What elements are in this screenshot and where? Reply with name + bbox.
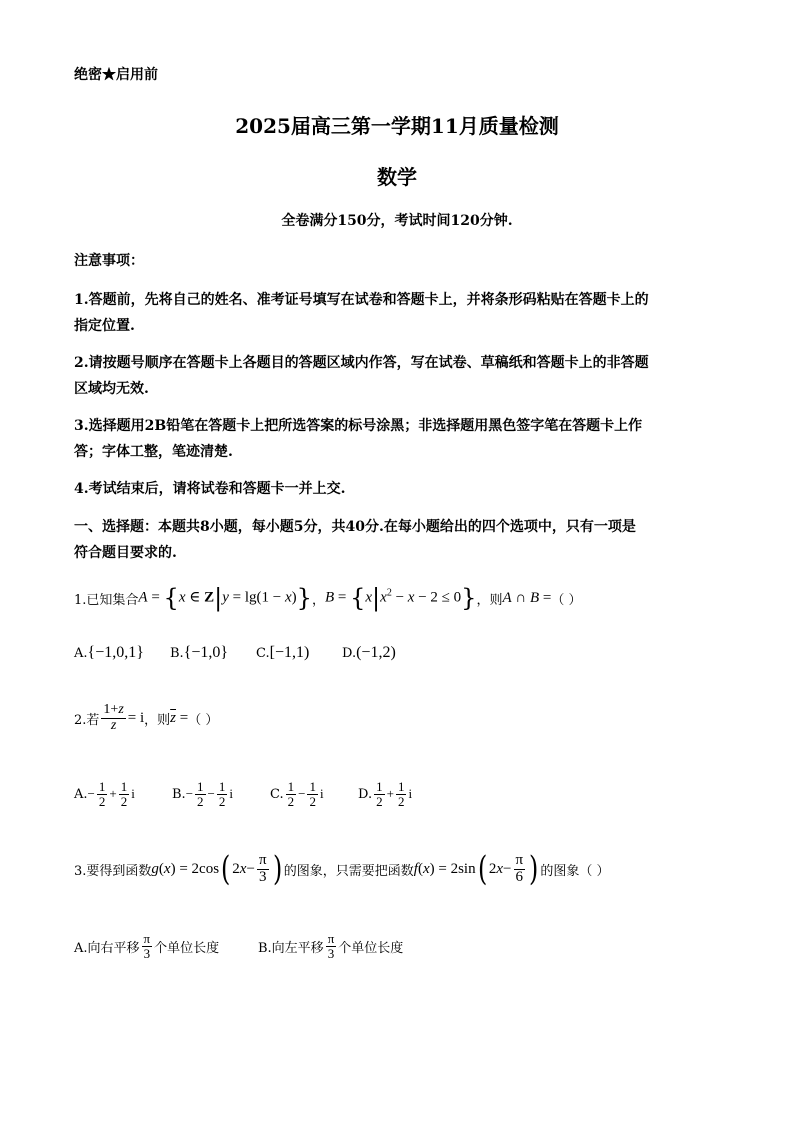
q2-then: ，则 (144, 712, 171, 728)
note-1-line-1: 1.答题前，先将自己的姓名、准考证号填写在试卷和答题卡上，并将条形码粘贴在答题卡上的 (74, 292, 649, 308)
note-2-line-1: 2.请按题号顺序在答题卡上各题目的答题区域内作答，写在试卷、草稿纸和答题卡上的非答题 (74, 355, 649, 371)
q2-option-d-label: D. (358, 786, 373, 802)
q1-option-a-label: A. (74, 646, 88, 661)
q2-option-a-label: A. (74, 786, 88, 802)
q1-option-d-value: (−1,2) (356, 644, 396, 661)
q3-prefix: 3.要得到函数 (74, 863, 152, 879)
q2-equals-i: = i (127, 709, 145, 726)
note-4: 4.考试结束后，请将试卷和答题卡一并上交. (74, 481, 346, 497)
q2-option-c-label: C. (270, 786, 284, 802)
q3-option-a-unit: 个单位长度 (154, 940, 220, 956)
q3-option-a: A.向右平移 $\frac{\pi}{3}$ 个单位长度 (74, 930, 220, 961)
q2-option-b: B. − $\frac{1}{2}$ − $\frac{1}{2}$ i (172, 778, 233, 809)
q3-suffix: 的图象（ ） (540, 863, 610, 879)
q1-option-d-label: D. (342, 646, 357, 661)
note-2-line-2: 区域均无效. (74, 381, 149, 397)
q1-options (74, 640, 428, 666)
q2-fraction: $\frac{1+z}{z}$ (103, 701, 124, 733)
q1-expression: A ∩ B = (502, 589, 552, 606)
q3-option-b-label: B.向左平移 (258, 940, 324, 956)
q2-option-a: A. − $\frac{1}{2}$ + $\frac{1}{2}$ i (74, 778, 135, 809)
q2-option-b-label: B. (172, 786, 186, 802)
q1-option-a (74, 644, 170, 662)
notes-heading: 注意事项： (74, 253, 144, 269)
question-3 (74, 846, 610, 892)
q3-g-function: g ( x ) = 2cos ( 2 x − $\frac{\pi}{3}$ ) (151, 849, 282, 889)
section-1-line-2: 符合题目要求的. (74, 545, 177, 561)
q1-option-c (256, 644, 342, 662)
question-1 (74, 584, 582, 612)
q3-f-function: f ( x ) = 2sin ( 2 x − $\frac{\pi}{6}$ ) (413, 849, 539, 889)
q2-option-c: C. $\frac{1}{2}$ − $\frac{1}{2}$ i (270, 778, 324, 809)
q2-prefix: 2.若 (74, 712, 100, 728)
q1-option-c-label: C. (256, 646, 270, 661)
q1-option-b (170, 644, 256, 662)
q1-answer-paren: （ ） (551, 592, 582, 608)
question-2 (74, 696, 218, 740)
q1-set-b: $B = \{x|x^2 - x - 2 \le 0\}$ (324, 584, 477, 612)
q3-options (74, 924, 403, 968)
q3-option-b: B.向左平移 $\frac{\pi}{3}$ 个单位长度 (258, 930, 404, 961)
q3-option-a-label: A.向右平移 (74, 940, 140, 956)
confidential-mark: 绝密★启用前 (74, 67, 158, 83)
q1-option-b-value: {−1,0} (183, 644, 229, 661)
q2-options (74, 772, 446, 816)
q3-option-b-unit: 个单位长度 (338, 940, 404, 956)
q3-mid: 的图象，只需要把函数 (283, 863, 414, 879)
q2-option-d: D. $\frac{1}{2}$ + $\frac{1}{2}$ i (358, 778, 413, 809)
q2-conjugate: $\overline{z}$ = (170, 709, 189, 726)
q2-answer-paren: （ ） (188, 712, 219, 728)
q1-option-b-label: B. (170, 646, 184, 661)
subject-title: 数学 (377, 165, 417, 189)
exam-info: 全卷满分150分，考试时间120分钟. (281, 213, 513, 229)
section-1-line-1: 一、选择题：本题共8小题，每小题5分，共40分.在每小题给出的四个选项中，只有一项是 (74, 519, 636, 535)
q1-option-d (342, 644, 428, 662)
note-3-line-2: 答；字体工整，笔迹清楚. (74, 444, 233, 460)
q1-set-a: A = {x ∈ Z|y = lg(1 − x)} (138, 584, 312, 612)
q1-then: ，则 (476, 592, 503, 608)
exam-title: 2025届高三第一学期11月质量检测 (235, 114, 559, 138)
q1-option-a-value: {−1,0,1} (87, 644, 144, 661)
note-3-line-1: 3.选择题用2B铅笔在答题卡上把所选答案的标号涂黑；非选择题用黑色签字笔在答题卡上作 (74, 418, 643, 434)
q1-prefix: 1.已知集合 (74, 592, 139, 608)
q1-comma: ， (311, 592, 325, 608)
note-1-line-2: 指定位置. (74, 318, 135, 334)
q1-option-c-value: [−1,1) (269, 644, 310, 661)
